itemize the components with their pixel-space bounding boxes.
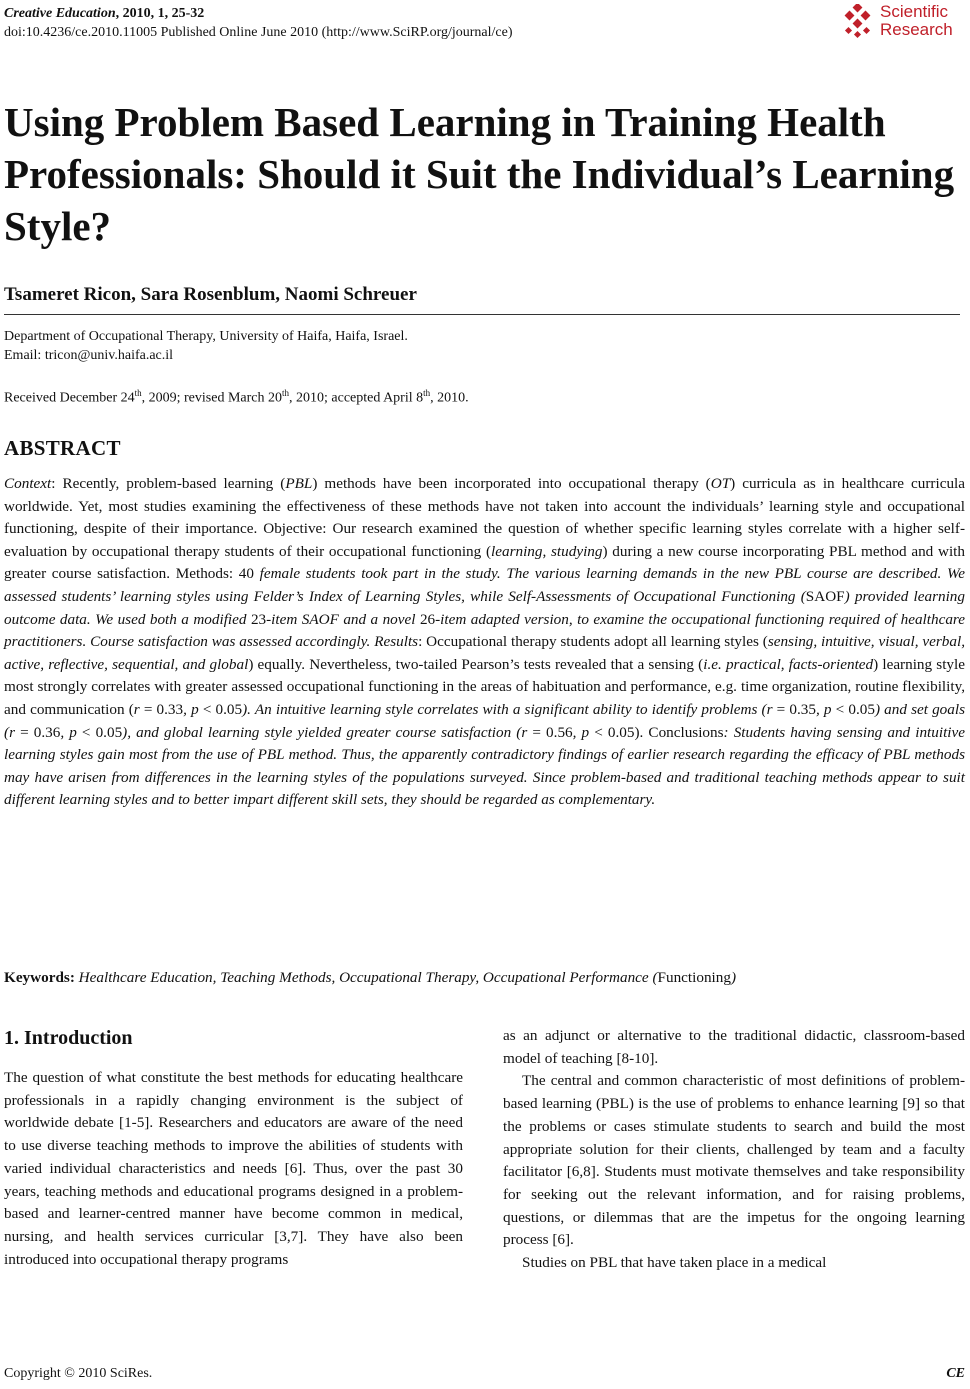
paragraph: Studies on PBL that have taken place in a medical <box>522 1254 827 1272</box>
journal-citation <box>4 4 513 23</box>
keywords: Keywords: Healthcare Education, Teaching Methods, Occupational Therapy, Occupational Performance (Functioning) <box>4 969 737 986</box>
publisher-logo <box>840 2 966 44</box>
affiliation: Department of Occupational Therapy, University of Haifa, Haifa, Israel. <box>4 329 408 344</box>
abstract-heading: ABSTRACT <box>4 436 121 460</box>
paragraph: as an adjunct or alternative to the traditional didactic, classroom-based model of teaching [8-10]. <box>503 1027 965 1067</box>
journal-volume: , 2010, 1, 25-32 <box>115 6 205 21</box>
received-dates: Received December 24th, 2009; revised March 20th, 2010; accepted April 8th, 2010. <box>4 388 469 406</box>
journal-name: Creative Education <box>4 6 116 21</box>
authors: Tsameret Ricon, Sara Rosenblum, Naomi Schreuer <box>4 284 417 305</box>
page-footer <box>4 1366 965 1382</box>
keywords-label: Keywords <box>4 969 70 986</box>
divider <box>4 314 960 315</box>
paragraph: The question of what constitute the best methods for educating healthcare professionals in a rapidly changing environment is the subject of worldwide debate [1-5]. Researchers and educators are aware of the need to use diverse teaching methods to improve the abilities of students with varied individual characteristics and needs [6]. Thus, over the past 30 years, teaching methods and educational programs designed in a problem-based and learner-centred manner have become common in medical, nursing, and health services curricular [3,7]. They have also been introduced into occupational therapy programs <box>4 1069 463 1268</box>
article-title: Using Problem Based Learning in Training Health Professionals: Should it Suit the Individual’s Learning Style? <box>4 99 955 249</box>
email: Email: tricon@univ.haifa.ac.il <box>4 348 174 363</box>
logo-text: Scientific Research <box>880 2 953 39</box>
journal-code: CE <box>946 1366 965 1381</box>
paragraph: The central and common characteristic of most definitions of problem-based learning (PBL) is the use of problems to enhance learning [9] so that the problems or cases stimulate students to search and build the most appropriate solution for their clients, challenged by team and a faculty facilitator [6,8]. Students must motivate themselves and take responsibility for seeking out the relevant information, and for raising problems, questions, or dilemmas that are the impetus for the ongoing learning process [6]. <box>503 1072 965 1249</box>
doi-line: doi:10.4236/ce.2010.11005 Published Online June 2010 (http://www.SciRP.org/journal/ce) <box>4 25 513 40</box>
intro-right-column <box>503 1025 965 1275</box>
journal-header <box>4 4 513 42</box>
intro-left-column <box>4 1067 463 1271</box>
abstract-body: Context: Recently, problem-based learning (PBL) methods have been incorporated into occupational therapy (OT) curricula as in healthcare curricula worldwide. Yet, most studies examining the effectiveness of these methods have not taken into account the individuals’ learning style and occupational functioning, despite of their importance. Objective: Our research examined the question of whether specific learning styles correlate with a higher self-evaluation by occupational therapy students of their occupational functioning (learning, studying) during a new course incorporating PBL method and with greater course satisfaction. Methods: 40 female students took part in the study. The various learning demands in the new PBL course are described. We assessed students’ learning styles using Felder’s Index of Learning Styles, while Self-Assessments of Occupational Functioning (SAOF) provided learning outcome data. We used both a modified 23-item SAOF and a novel 26-item adapted version, to examine the occupational functioning required of healthcare practitioners. Course satisfaction was assessed accordingly. Results: Occupational therapy students adopt all learning styles (sensing, intuitive, visual, verbal, active, reflective, sequential, and global) equally. Nevertheless, two-tailed Pearson’s tests revealed that a sensing (i.e. practical, facts-oriented) learning style most strongly correlates with greater assessed occupational functioning in the areas of habituation and performance, e.g. time organization, routine flexibility, and communication (r = 0.33, p < 0.05). An intuitive learning style correlates with a significant ability to identify problems (r = 0.35, p < 0.05) and set goals (r = 0.36, p < 0.05), and global learning style yielded greater course satisfaction (r = 0.56, p < 0.05). Conclusions: Students having sensing and intuitive learning styles gain most from the use of PBL method. Thus, the apparently contradictory findings of earlier research regarding the efficacy of PBL methods may have arisen from differences in the learning styles of the populations surveyed. Since problem-based and traditional teaching methods appear to suit different learning styles and to better impart different skill sets, they should be regarded as complementary. <box>4 475 966 809</box>
copyright: Copyright © 2010 SciRes. <box>4 1366 153 1381</box>
logo-mark-icon <box>840 4 876 40</box>
introduction-heading: 1. Introduction <box>4 1027 133 1049</box>
affiliation-block <box>4 327 408 365</box>
